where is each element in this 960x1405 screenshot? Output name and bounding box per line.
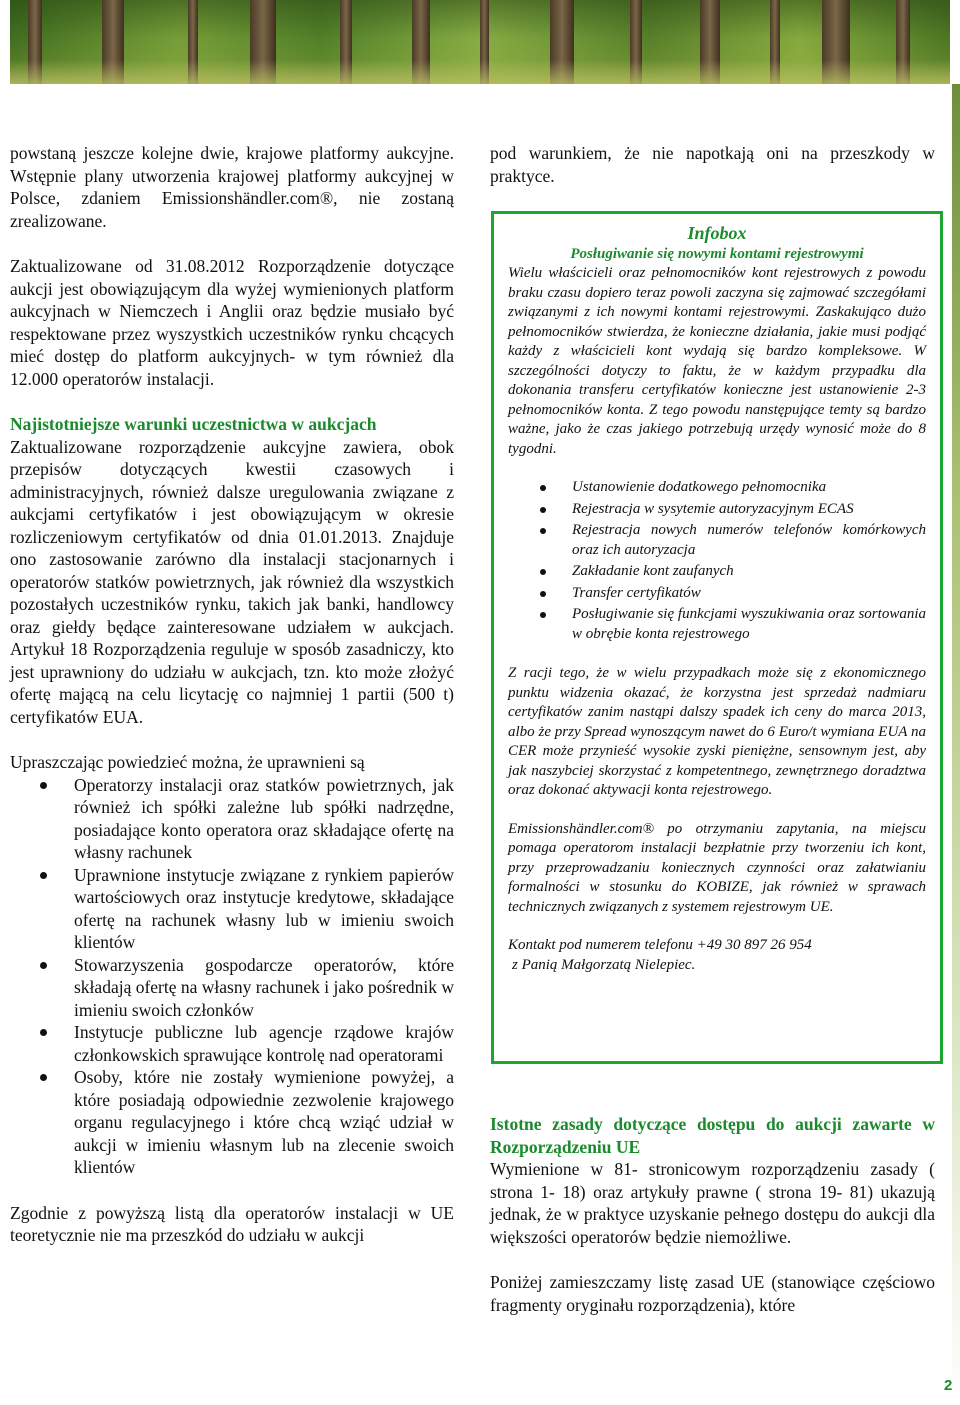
infobox-contact-person: z Panią Małgorzatą Nielepiec. xyxy=(512,956,696,973)
list-item: Operatorzy instalacji oraz statków powietrznych, jak również ich spółki zależne lub spółki nadrzędne, posiadające konto operatora oraz składające ofertę na własny rachunek xyxy=(10,774,454,864)
infobox-list xyxy=(508,478,926,644)
decorative-side-stripe xyxy=(952,84,960,1405)
infobox-para-1: Wielu właścicieli oraz pełnomocników kont rejestrowych z powodu braku czasu dopiero teraz powoli zaczyna się zajmować szczegółami związanymi z ich nowymi kontami rejestrowymi. Zaskakująco dużo pełnomocników stwierdza, że konieczne działania, jakie musi podjąć każdy z właścicieli kont wydają się bardzo kompleksowe. W szczególności dotyczy to faktu, że w każdym przypadku dla dokonania transferu certyfikatów konieczne jest ustanowienie 2-3 pełnomocników konta. Z tego powodu nanstępujące temty są bardzo ważne, jako że czas jakiego potrzebują urzędy wynosić może do 8 tygodni. xyxy=(508,265,926,457)
infobox-subtitle: Posługiwanie się nowymi kontami rejestrowymi xyxy=(570,246,864,262)
list-item: Stowarzyszenia gospodarcze operatorów, które składają ofertę na własny rachunek i jako pośrednik w imieniu swoich członków xyxy=(10,954,454,1022)
left-para-3: Zaktualizowane rozporządzenie aukcyjne zawiera, obok przepisów dotyczących kwestii czasowych i administracyjnych, również dalsze uregulowania związane z aukcjami certyfikatów i jest obowiązującym w okresie rozliczeniowym certyfikatów od dnia 01.01.2013. Znajduje ono zastosowanie zarówno dla instalacji stacjonarnych i operatorów statków powietrznych, jak również dla wszystkich pozostałych uczestników rynku, takich jak banki, handlowcy oraz giełdy będące zainteresowane udziałem w aukcjach. Artykuł 18 Rozporządzenia reguluje w sposób zasadniczy, kto jest uprawniony do udziału w aukcjach, tzn. kto może złożyć ofertę mającą na celu licytację co najmniej 1 partii (500 t) certyfikatów EUA. xyxy=(10,436,454,727)
left-para-4: Upraszczając powiedzieć można, że uprawnieni są xyxy=(10,752,365,772)
left-para-2: Zaktualizowane od 31.08.2012 Rozporządzenie dotyczące aukcji jest obowiązującym dla wyżej wymienionych platform aukcyjnach w Niemczech i Anglii oraz będzie musiało być respektowane przez wyszystkich uczestników rynku chcących mieć dostęp do platform aukcyjnych- w tym również dla 12.000 operatorów instalacji. xyxy=(10,256,454,389)
infobox xyxy=(491,211,943,1064)
right-column-bottom xyxy=(490,1113,935,1316)
right-para-3: Poniżej zamieszczamy listę zasad UE (stanowiące częściowo fragmenty oryginału rozporządzenia), które xyxy=(490,1272,935,1315)
page-number: 2 xyxy=(944,1377,953,1394)
eligible-list xyxy=(10,774,454,1179)
list-item: Rejestracja w sysytemie autoryzacyjnym ECAS xyxy=(508,500,926,520)
right-para-1: pod warunkiem, że nie napotkają oni na przeszkody w praktyce. xyxy=(490,143,935,186)
list-item: Posługiwanie się funkcjami wyszukiwania oraz sortowania w obrębie konta rejestrowego xyxy=(508,605,926,644)
infobox-para-3: Emissionshändler.com® po otrzymaniu zapytania, na miejscu pomaga operatorom instalacji bezpłatnie przy tworzeniu ich kont, przy przeprowadzaniu koniecznych czynności oraz załatwianiu formalności w stosunku do KOBIZE, jak również w sprawach technicznych związanych z systemem rejestrowym UE. xyxy=(508,820,926,915)
infobox-title: Infobox xyxy=(687,223,747,243)
list-item: Ustanowienie dodatkowego pełnomocnika xyxy=(508,478,926,498)
section-heading-conditions: Najistotniejsze warunki uczestnictwa w aukcjach xyxy=(10,414,377,434)
list-item: Transfer certyfikatów xyxy=(508,584,926,604)
list-item: Osoby, które nie zostały wymienione powyżej, a które posiadają odpowiednie zezwolenie krajowego organu regulacyjnego i które chcą wziąć udział w aukcji w imieniu własnym lub na zlecenie swoich klientów xyxy=(10,1066,454,1179)
infobox-contact-phone: Kontakt pod numerem telefonu +49 30 897 26 954 xyxy=(508,937,812,953)
section-heading-access-rules: Istotne zasady dotyczące dostępu do aukcji zawarte w Rozporządzeniu UE xyxy=(490,1114,935,1157)
forest-header-image xyxy=(10,0,950,84)
left-para-5: Zgodnie z powyższą listą dla operatorów instalacji w UE teoretycznie nie ma przeszkód do udziału w aukcji xyxy=(10,1202,454,1245)
list-item: Instytucje publiczne lub agencje rządowe krajów członkowskich sprawujące kontrolę nad operatorami xyxy=(10,1021,454,1066)
infobox-para-2: Z racji tego, że w wielu przypadkach może się z ekonomicznego punktu widzenia okazać, że korzystna jest sprzedaż nadmiaru certyfikatów zanim nastąpi dalszy spadek ich ceny do marca 2013, albo że przy Spread wynoszącym nawet do 6 Euro/t wymiana EUA na CER może przynieść wysokie zyski pieniężne, sensownym jest, aby jak naszybciej skorzystać z kompetentnego, zewnętrznego doradztwa oraz dokonać aktywacji konta rejestrowego. xyxy=(508,665,926,798)
left-para-1: powstaną jeszcze kolejne dwie, krajowe platformy aukcyjne. Wstępnie plany utworzenia krajowej platformy aukcyjnej w Polsce, zdaniem Emissionshändler.com®, nie zostaną zrealizowane. xyxy=(10,143,454,231)
left-column xyxy=(10,142,454,1247)
list-item: Rejestracja nowych numerów telefonów komórkowych oraz ich autoryzacja xyxy=(508,521,926,560)
list-item: Uprawnione instytucje związane z rynkiem papierów wartościowych oraz instytucje kredytowe, składające ofertę na rachunek własny lub w imieniu swoich klientów xyxy=(10,864,454,954)
list-item: Zakładanie kont zaufanych xyxy=(508,562,926,582)
right-column-top xyxy=(490,142,935,187)
right-para-2: Wymienione w 81- stronicowym rozporządzeniu zasady ( strona 1- 18) oraz artykuły prawne ( strona 19- 81) ukazują jednak, że w praktyce uzyskanie pełnego dostępu do aukcji dla większości operatorów będzie niemożliwe. xyxy=(490,1159,935,1247)
